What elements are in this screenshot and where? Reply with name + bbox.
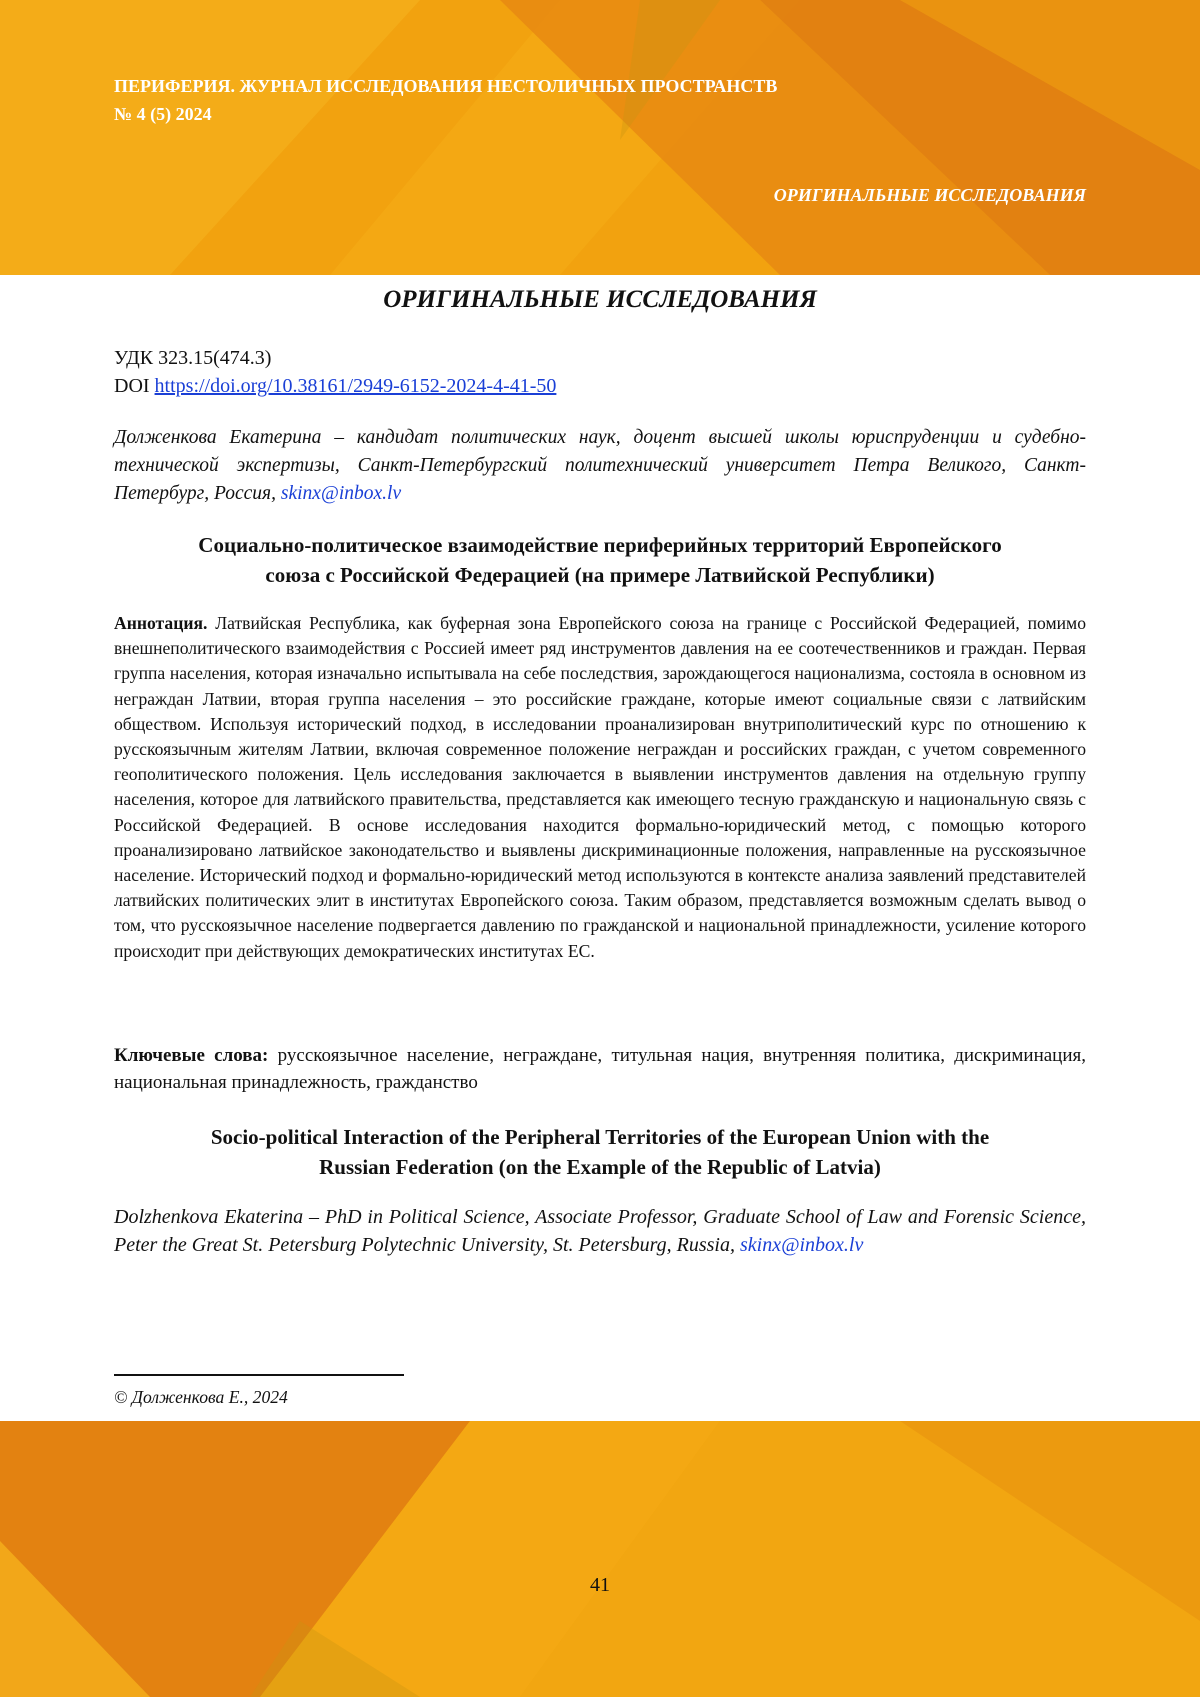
journal-title: ПЕРИФЕРИЯ. ЖУРНАЛ ИССЛЕДОВАНИЯ НЕСТОЛИЧНЫХ ПРОСТРАНСТВ (114, 72, 777, 100)
journal-header (114, 72, 777, 128)
article-title-ru (114, 530, 1086, 590)
title-en-line-1: Socio-political Interaction of the Peripheral Territories of the European Union with the (114, 1122, 1086, 1152)
footnote-divider (114, 1374, 404, 1376)
author-email-en[interactable]: skinx@inbox.lv (740, 1234, 863, 1256)
article-meta (114, 344, 1086, 400)
copyright-footnote: © Долженкова Е., 2024 (114, 1387, 288, 1408)
header-band (0, 0, 1200, 275)
author-description-ru: Долженкова Екатерина – кандидат политических наук, доцент высшей школы юриспруденции и судебно-технической экспертизы, Санкт-Петербургский политехнический университет Петра Великого, Санкт-Петербург, Россия, (114, 427, 1086, 504)
footer-band (0, 1421, 1200, 1697)
author-info-ru (114, 424, 1086, 508)
title-ru-line-1: Социально-политическое взаимодействие периферийных территорий Европейского (114, 530, 1086, 560)
author-email-ru[interactable]: skinx@inbox.lv (281, 483, 401, 504)
rubric-heading: ОРИГИНАЛЬНЫЕ ИССЛЕДОВАНИЯ (0, 286, 1200, 314)
header-band-pattern (0, 0, 1200, 275)
journal-issue: № 4 (5) 2024 (114, 100, 777, 128)
author-description-en: Dolzhenkova Ekaterina – PhD in Political Science, Associate Professor, Graduate School of Law and Forensic Science, Peter the Great St. Petersburg Polytechnic University, St. Petersburg, Russia, (114, 1206, 1086, 1256)
page-number: 41 (0, 1574, 1200, 1597)
udk-code: УДК 323.15(474.3) (114, 344, 1086, 372)
footer-band-pattern (0, 1421, 1200, 1697)
article-title-en (114, 1122, 1086, 1182)
keywords-label: Ключевые слова: (114, 1045, 268, 1066)
section-label: ОРИГИНАЛЬНЫЕ ИССЛЕДОВАНИЯ (774, 185, 1086, 206)
abstract (114, 611, 1086, 964)
abstract-text: Латвийская Республика, как буферная зона Европейского союза на границе с Российской Федерацией, помимо внешнеполитического взаимодействия с Россией имеет ряд инструментов давления на ее соотечественников и граждан. Первая группа населения, которая изначально испытывала на себе последствия, зарождающегося национализма, состояла в основном из неграждан Латвии, вторая группа населения – это российские граждане, которые имеют социальные связи с латвийским обществом. Используя исторический подход, в исследовании проанализирован внутриполитический курс по отношению к русскоязычным жителям Латвии, включая современное положение неграждан и российских граждан, с учетом современного геополитического положения. Цель исследования заключается в выявлении инструментов давления на отдельную группу населения, которое для латвийского правительства, представляется как имеющего тесную гражданскую и национальную связь с Российской Федерацией. В основе исследования находится формально-юридический метод, с помощью которого проанализировано латвийское законодательство и выявлены дискриминационные положения, направленные на русскоязычное население. Исторический подход и формально-юридический метод используются в контексте анализа заявлений представителей латвийских политических элит в институтах Европейского союза. Таким образом, представляется возможным сделать вывод о том, что русскоязычное население подвергается давлению по гражданской и национальной принадлежности, усиление которого происходит при действующих демократических институтах ЕС. (114, 613, 1086, 961)
abstract-label: Аннотация. (114, 613, 207, 633)
title-en-line-2: Russian Federation (on the Example of the Republic of Latvia) (114, 1152, 1086, 1182)
doi-label: DOI (114, 375, 150, 397)
author-info-en (114, 1203, 1086, 1259)
doi-line (114, 372, 1086, 400)
title-ru-line-2: союза с Российской Федерацией (на примере Латвийской Республики) (114, 560, 1086, 590)
keywords-text: русскоязычное население, неграждане, титульная нация, внутренняя политика, дискриминация, национальная принадлежность, гражданство (114, 1045, 1086, 1093)
doi-link[interactable]: https://doi.org/10.38161/2949-6152-2024-4-41-50 (155, 375, 557, 397)
keywords (114, 1042, 1086, 1096)
